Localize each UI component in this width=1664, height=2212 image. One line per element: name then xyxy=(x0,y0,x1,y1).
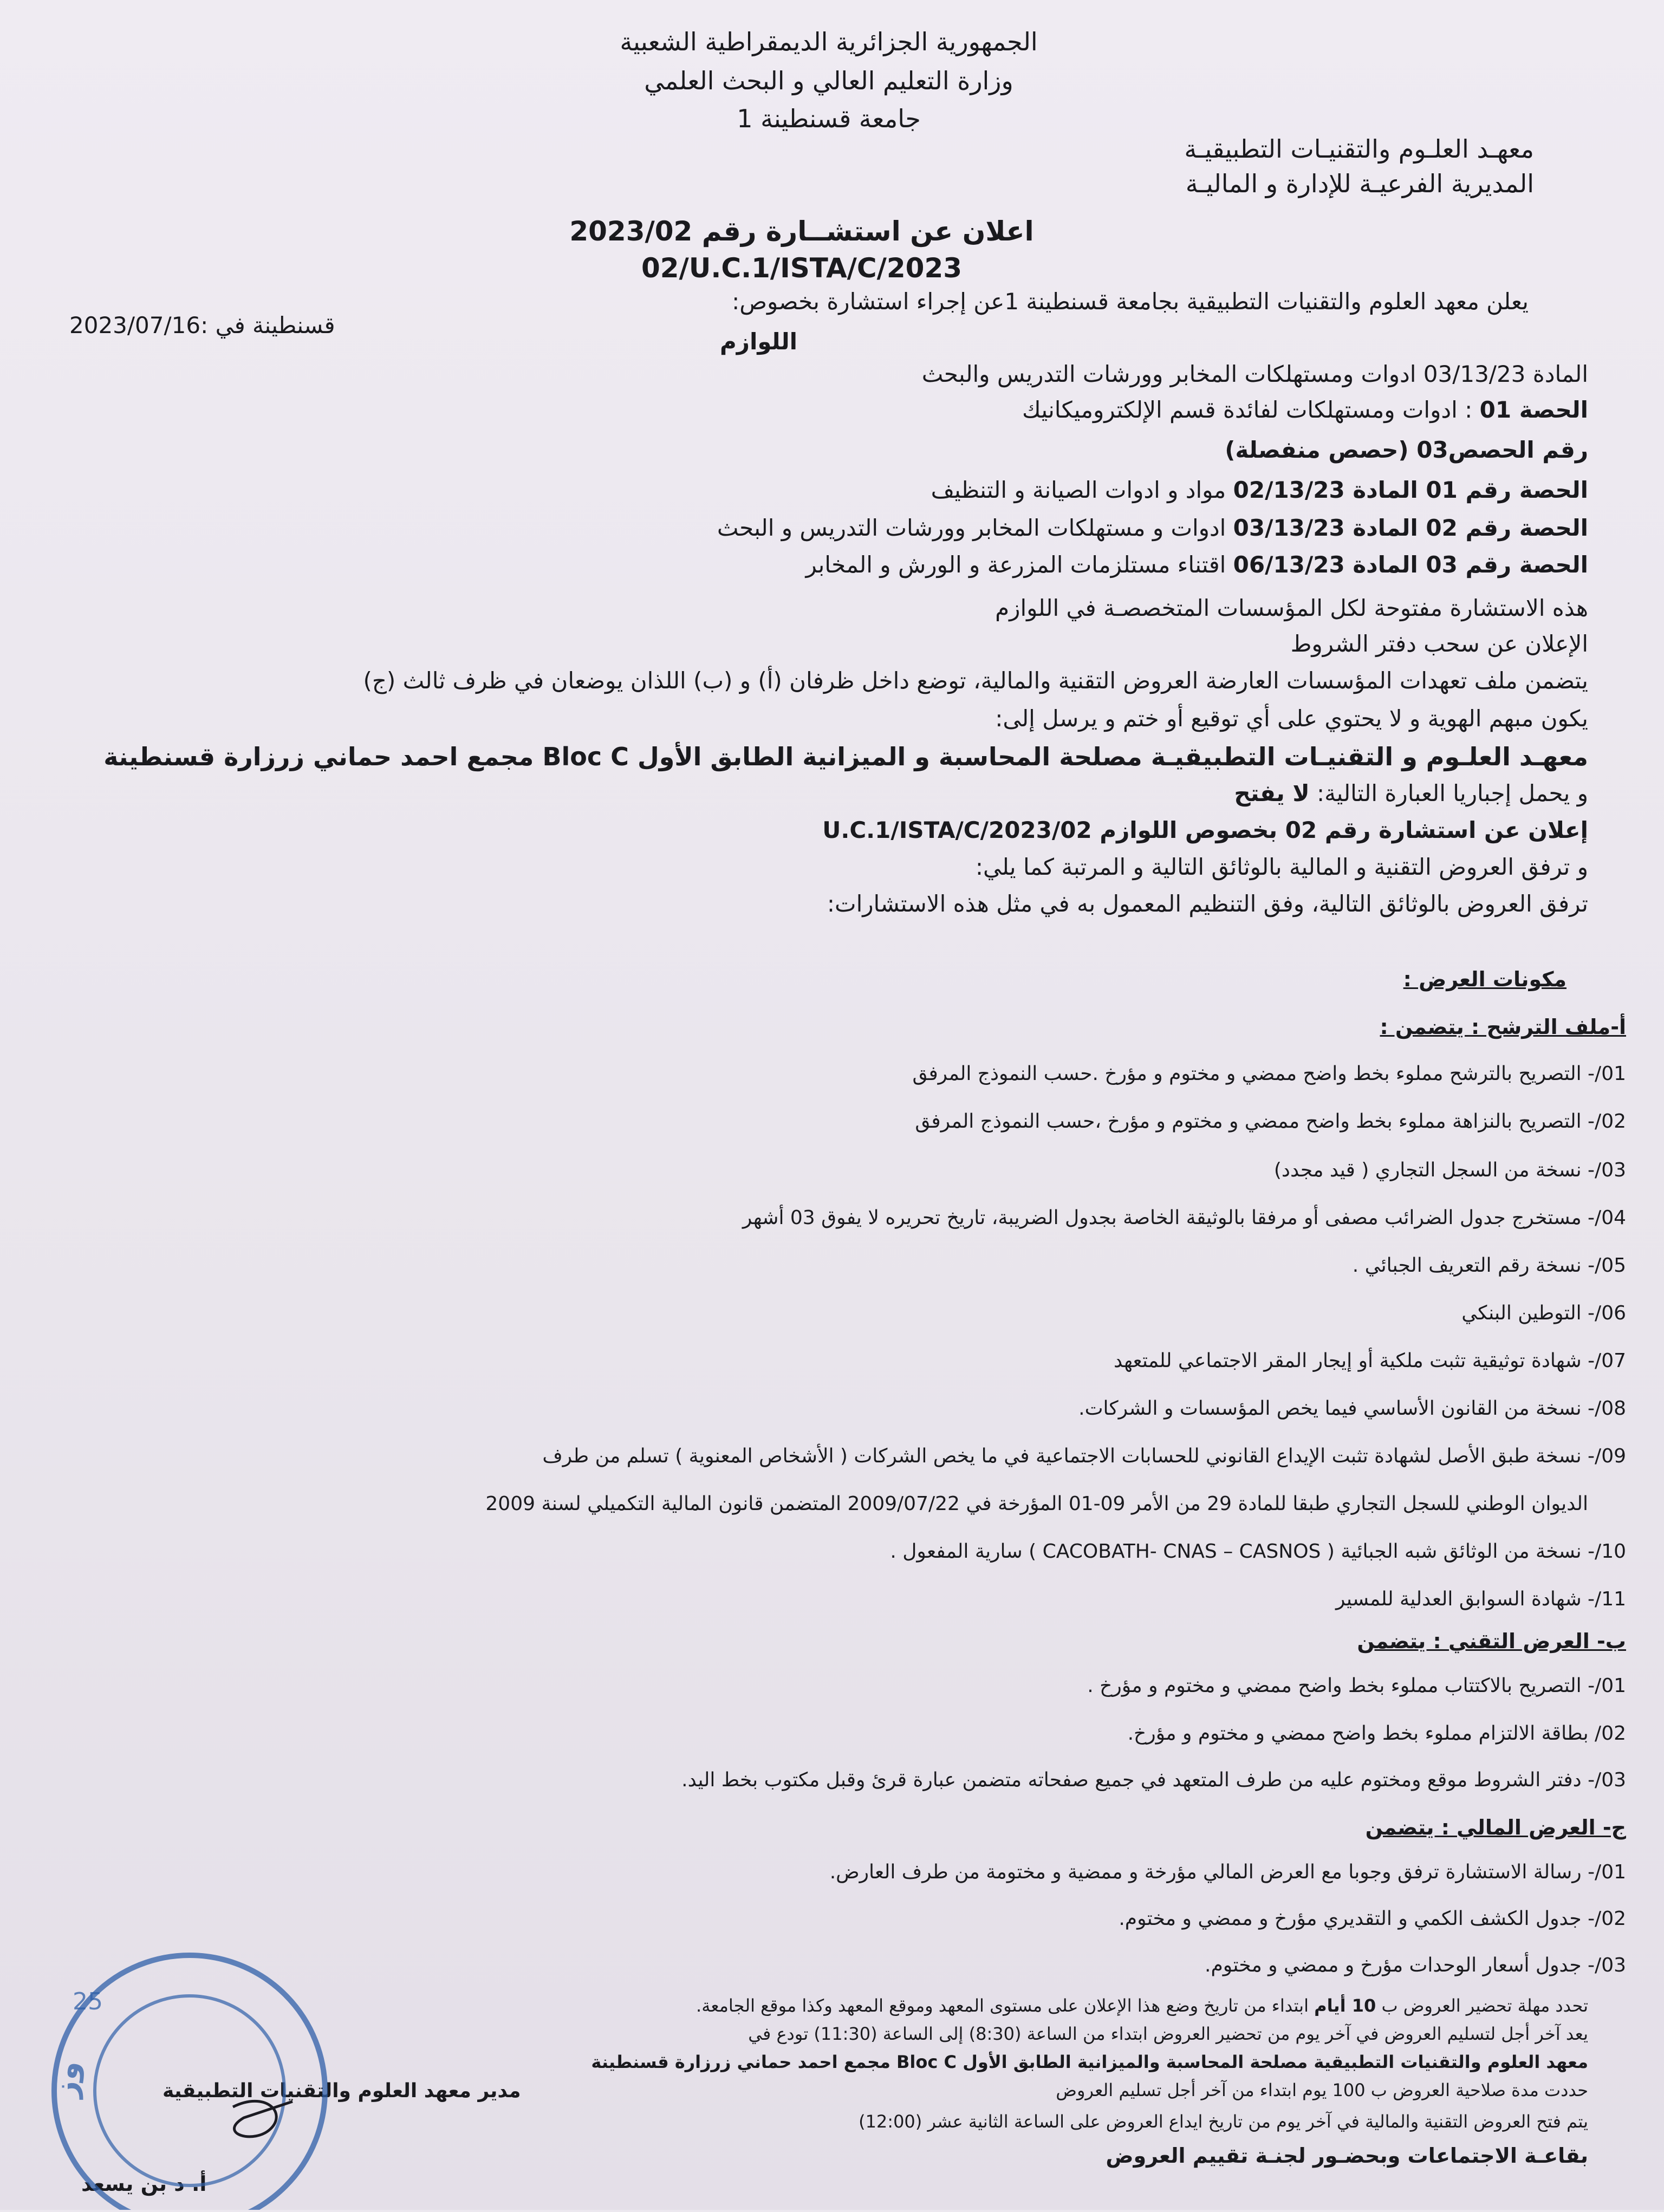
section-a-item-11: 11/- شهادة السوابق العدلية للمسير xyxy=(1336,1588,1626,1610)
lot-line-2 xyxy=(717,515,1588,541)
official-stamp xyxy=(38,1928,341,2210)
section-a-item-5: 05/- نسخة رقم التعريف الجبائي . xyxy=(1352,1254,1626,1277)
intro-line: يعلن معهد العلوم والتقنيات التطبيقية بجامعة قسنطينة 1عن إجراء استشارة بخصوص: xyxy=(732,288,1529,315)
notice-title: اعلان عن استشــارة رقم 2023/02 xyxy=(569,216,1034,247)
section-a-title: أ-ملف الترشح : يتضمن : xyxy=(1380,1015,1626,1039)
section-a-item-3: 03/- نسخة من السجل التجاري ( قيد مجدد) xyxy=(1273,1159,1626,1181)
footer-line-6: بقاعـة الاجتماعات وبحضـور لجنـة تقييم العروض xyxy=(1106,2144,1588,2168)
article-line: المادة 03/13/23 ادوات ومستهلكات المخابر وورشات التدريس والبحث xyxy=(921,361,1588,387)
section-c-title: ج- العرض المالي : يتضمن xyxy=(1365,1816,1626,1839)
lot-3-label: الحصة رقم 03 المادة 06/13/23 xyxy=(1233,551,1588,578)
section-a-item-8: 08/- نسخة من القانون الأساسي فيما يخص المؤسسات و الشركات. xyxy=(1078,1397,1626,1420)
subject-line: اللوازم xyxy=(719,328,797,355)
withdraw-line: الإعلان عن سحب دفتر الشروط xyxy=(1290,630,1588,657)
section-c-item-1: 01/- رسالة الاستشارة ترفق وجوبا مع العرض المالي مؤرخة و ممضية و مختومة من طرف العارض. xyxy=(829,1861,1626,1883)
components-title: مكونات العرض : xyxy=(1403,967,1566,991)
stamp-number: 25 xyxy=(73,1988,103,2015)
section-a-item-9-cont: الديوان الوطني للسجل التجاري طبقا للمادة 29 من الأمر 09-01 المؤرخة في 2009/07/22 المتضمن قانون المالية التكميلي لسنة 2009 xyxy=(485,1493,1588,1515)
section-a-item-2: 02/- التصريح بالنزاهة مملوء بخط واضح ممضي و مختوم و مؤرخ ،حسب النموذج المرفق xyxy=(915,1110,1626,1133)
lot-line-1 xyxy=(931,477,1588,503)
footer-line-2: يعد آخر أجل لتسليم العروض في آخر يوم من تحضير العروض ابتداء من الساعة (8:30) إلى الساعة (11:30) تودع في xyxy=(748,2024,1588,2044)
section-a-item-4: 04/- مستخرج جدول الضرائب مصفى أو مرفقا بالوثيقة الخاصة بجدول الضريبة، تاريخ تحريره لا يفوق 03 أشهر xyxy=(742,1207,1626,1229)
institute-header: معهـد العلـوم والتقنيـات التطبيقيـة xyxy=(1184,134,1534,164)
footer-line-1-pre: تحدد مهلة تحضير العروض ب xyxy=(1381,1995,1588,2016)
lot-line-3 xyxy=(805,551,1588,578)
lot-01-label: الحصة 01 xyxy=(1479,396,1588,423)
section-a-item-7: 07/- شهادة توثيقية تثبت ملكية أو إيجار المقر الاجتماعي للمتعهد xyxy=(1114,1350,1626,1372)
open-to-line: هذه الاستشارة مفتوحة لكل المؤسسات المتخصصـة في اللوازم xyxy=(995,595,1588,621)
lot-2-label: الحصة رقم 02 المادة 03/13/23 xyxy=(1233,515,1588,541)
section-c-item-3: 03/- جدول أسعار الوحدات مؤرخ و ممضي و مختوم. xyxy=(1205,1954,1626,1976)
footer-line-3: معهد العلوم والتقنيات التطبيقية مصلحة المحاسبة والميزانية الطابق الأول Bloc C مجمع احمد حماني زرزارة قسنطينة xyxy=(591,2052,1588,2072)
republic-header: الجمهورية الجزائرية الديمقراطية الشعبية xyxy=(620,27,1038,56)
notice-subject-line: إعلان عن استشارة رقم 02 بخصوص اللوازم 02/U.C.1/ISTA/C/2023 xyxy=(822,817,1588,843)
section-a-item-6: 06/- التوطين البنكي xyxy=(1461,1302,1626,1324)
do-not-open-text: لا يفتح xyxy=(1234,780,1310,806)
anonymous-line: يكون مبهم الهوية و لا يحتوي على أي توقيع أو ختم و يرسل إلى: xyxy=(995,705,1588,732)
section-b-item-2: 02/ بطاقة الالتزام مملوء بخط واضح ممضي و مختوم و مؤرخ. xyxy=(1127,1722,1626,1745)
notice-reference: 02/U.C.1/ISTA/C/2023 xyxy=(641,252,963,284)
mandatory-text: و يحمل إجباريا العبارة التالية: xyxy=(1316,780,1588,806)
ministry-header: وزارة التعليم العالي و البحث العلمي xyxy=(644,66,1013,95)
footer-line-1 xyxy=(696,1995,1588,2016)
section-a-item-9: 09/- نسخة طبق الأصل لشهادة تثبت الإيداع القانوني للحسابات الاجتماعية في ما يخص الشركات ( الأشخاص المعنوية ) تسلم من طرف xyxy=(542,1445,1626,1467)
lot-1-label: الحصة رقم 01 المادة 02/13/23 xyxy=(1233,477,1588,503)
footer-line-4: حددت مدة صلاحية العروض ب 100 يوم ابتداء من آخر أجل تسليم العروض xyxy=(1056,2080,1588,2100)
university-header: جامعة قسنطينة 1 xyxy=(737,104,921,133)
footer-line-1-post: ابتداء من تاريخ وضع هذا الإعلان على مستوى المعهد وموقع المعهد وكذا موقع الجامعة. xyxy=(696,1995,1309,2016)
section-b-item-1: 01/- التصريح بالاكتتاب مملوء بخط واضح ممضي و مختوم و مؤرخ . xyxy=(1087,1675,1626,1697)
attach-line-1: و ترفق العروض التقنية و المالية بالوثائق التالية و المرتبة كما يلي: xyxy=(975,854,1588,880)
directorate-header: المديرية الفرعيـة للإدارة و الماليـة xyxy=(1185,169,1534,198)
lots-count: رقم الحصص03 (حصص منفصلة) xyxy=(1225,437,1588,463)
section-a-item-1: 01/- التصريح بالترشح مملوء بخط واضح ممضي و مختوم و مؤرخ .حسب النموذج المرفق xyxy=(912,1063,1626,1085)
lot-2-text: ادوات و مستهلكات المخابر وورشات التدريس و البحث xyxy=(717,515,1226,541)
mandatory-line xyxy=(1234,780,1588,806)
stamp-seal-graphic xyxy=(38,1928,341,2210)
date-line: قسنطينة في :2023/07/16 xyxy=(69,312,335,339)
section-b-title: ب- العرض التقني : يتضمن xyxy=(1357,1629,1626,1653)
lot-01-text: : ادوات ومستهلكات لفائدة قسم الإلكتروميكانيك xyxy=(1022,396,1473,423)
section-c-item-2: 02/- جدول الكشف الكمي و التقديري مؤرخ و ممضي و مختوم. xyxy=(1119,1908,1626,1930)
envelope-line: يتضمن ملف تعهدات المؤسسات العارضة العروض التقنية والمالية، توضع داخل ظرفان (أ) و (ب) اللذان يوضعان في ظرف ثالث (ج) xyxy=(363,667,1588,694)
section-b-item-3: 03/- دفتر الشروط موقع ومختوم عليه من طرف المتعهد في جميع صفحاته متضمن عبارة قرئ وقبل مكتوب بخط اليد. xyxy=(681,1769,1626,1791)
signature-name: أ. د بن يسعد xyxy=(81,2172,207,2196)
footer-line-1-bold: 10 أيام xyxy=(1314,1995,1376,2016)
lot-1-text: مواد و ادوات الصيانة و التنظيف xyxy=(931,477,1226,503)
lot-3-text: اقتناء مستلزمات المزرعة و الورش و المخابر xyxy=(805,551,1226,578)
section-a-item-10: 10/- نسخة من الوثائق شبه الجبائية ( CACOBATH- CNAS – CASNOS ) سارية المفعول . xyxy=(890,1540,1626,1563)
signature-title: مدير معهد العلوم والتقنيات التطبيقية xyxy=(162,2080,521,2102)
lot-01-line xyxy=(1022,396,1588,423)
footer-line-5: يتم فتح العروض التقنية والمالية في آخر يوم من تاريخ ايداع العروض على الساعة الثانية عشر (12:00) xyxy=(859,2111,1588,2132)
attach-line-2: ترفق العروض بالوثائق التالية، وفق التنظيم المعمول به في مثل هذه الاستشارات: xyxy=(827,890,1588,917)
address-line: معهـد العلـوم و التقنيـات التطبيقيـة مصلحة المحاسبة و الميزانية الطابق الأول Bloc C مجمع احمد حماني زرزارة قسنطينة xyxy=(103,742,1588,771)
stamp-text: وز xyxy=(48,2058,87,2099)
